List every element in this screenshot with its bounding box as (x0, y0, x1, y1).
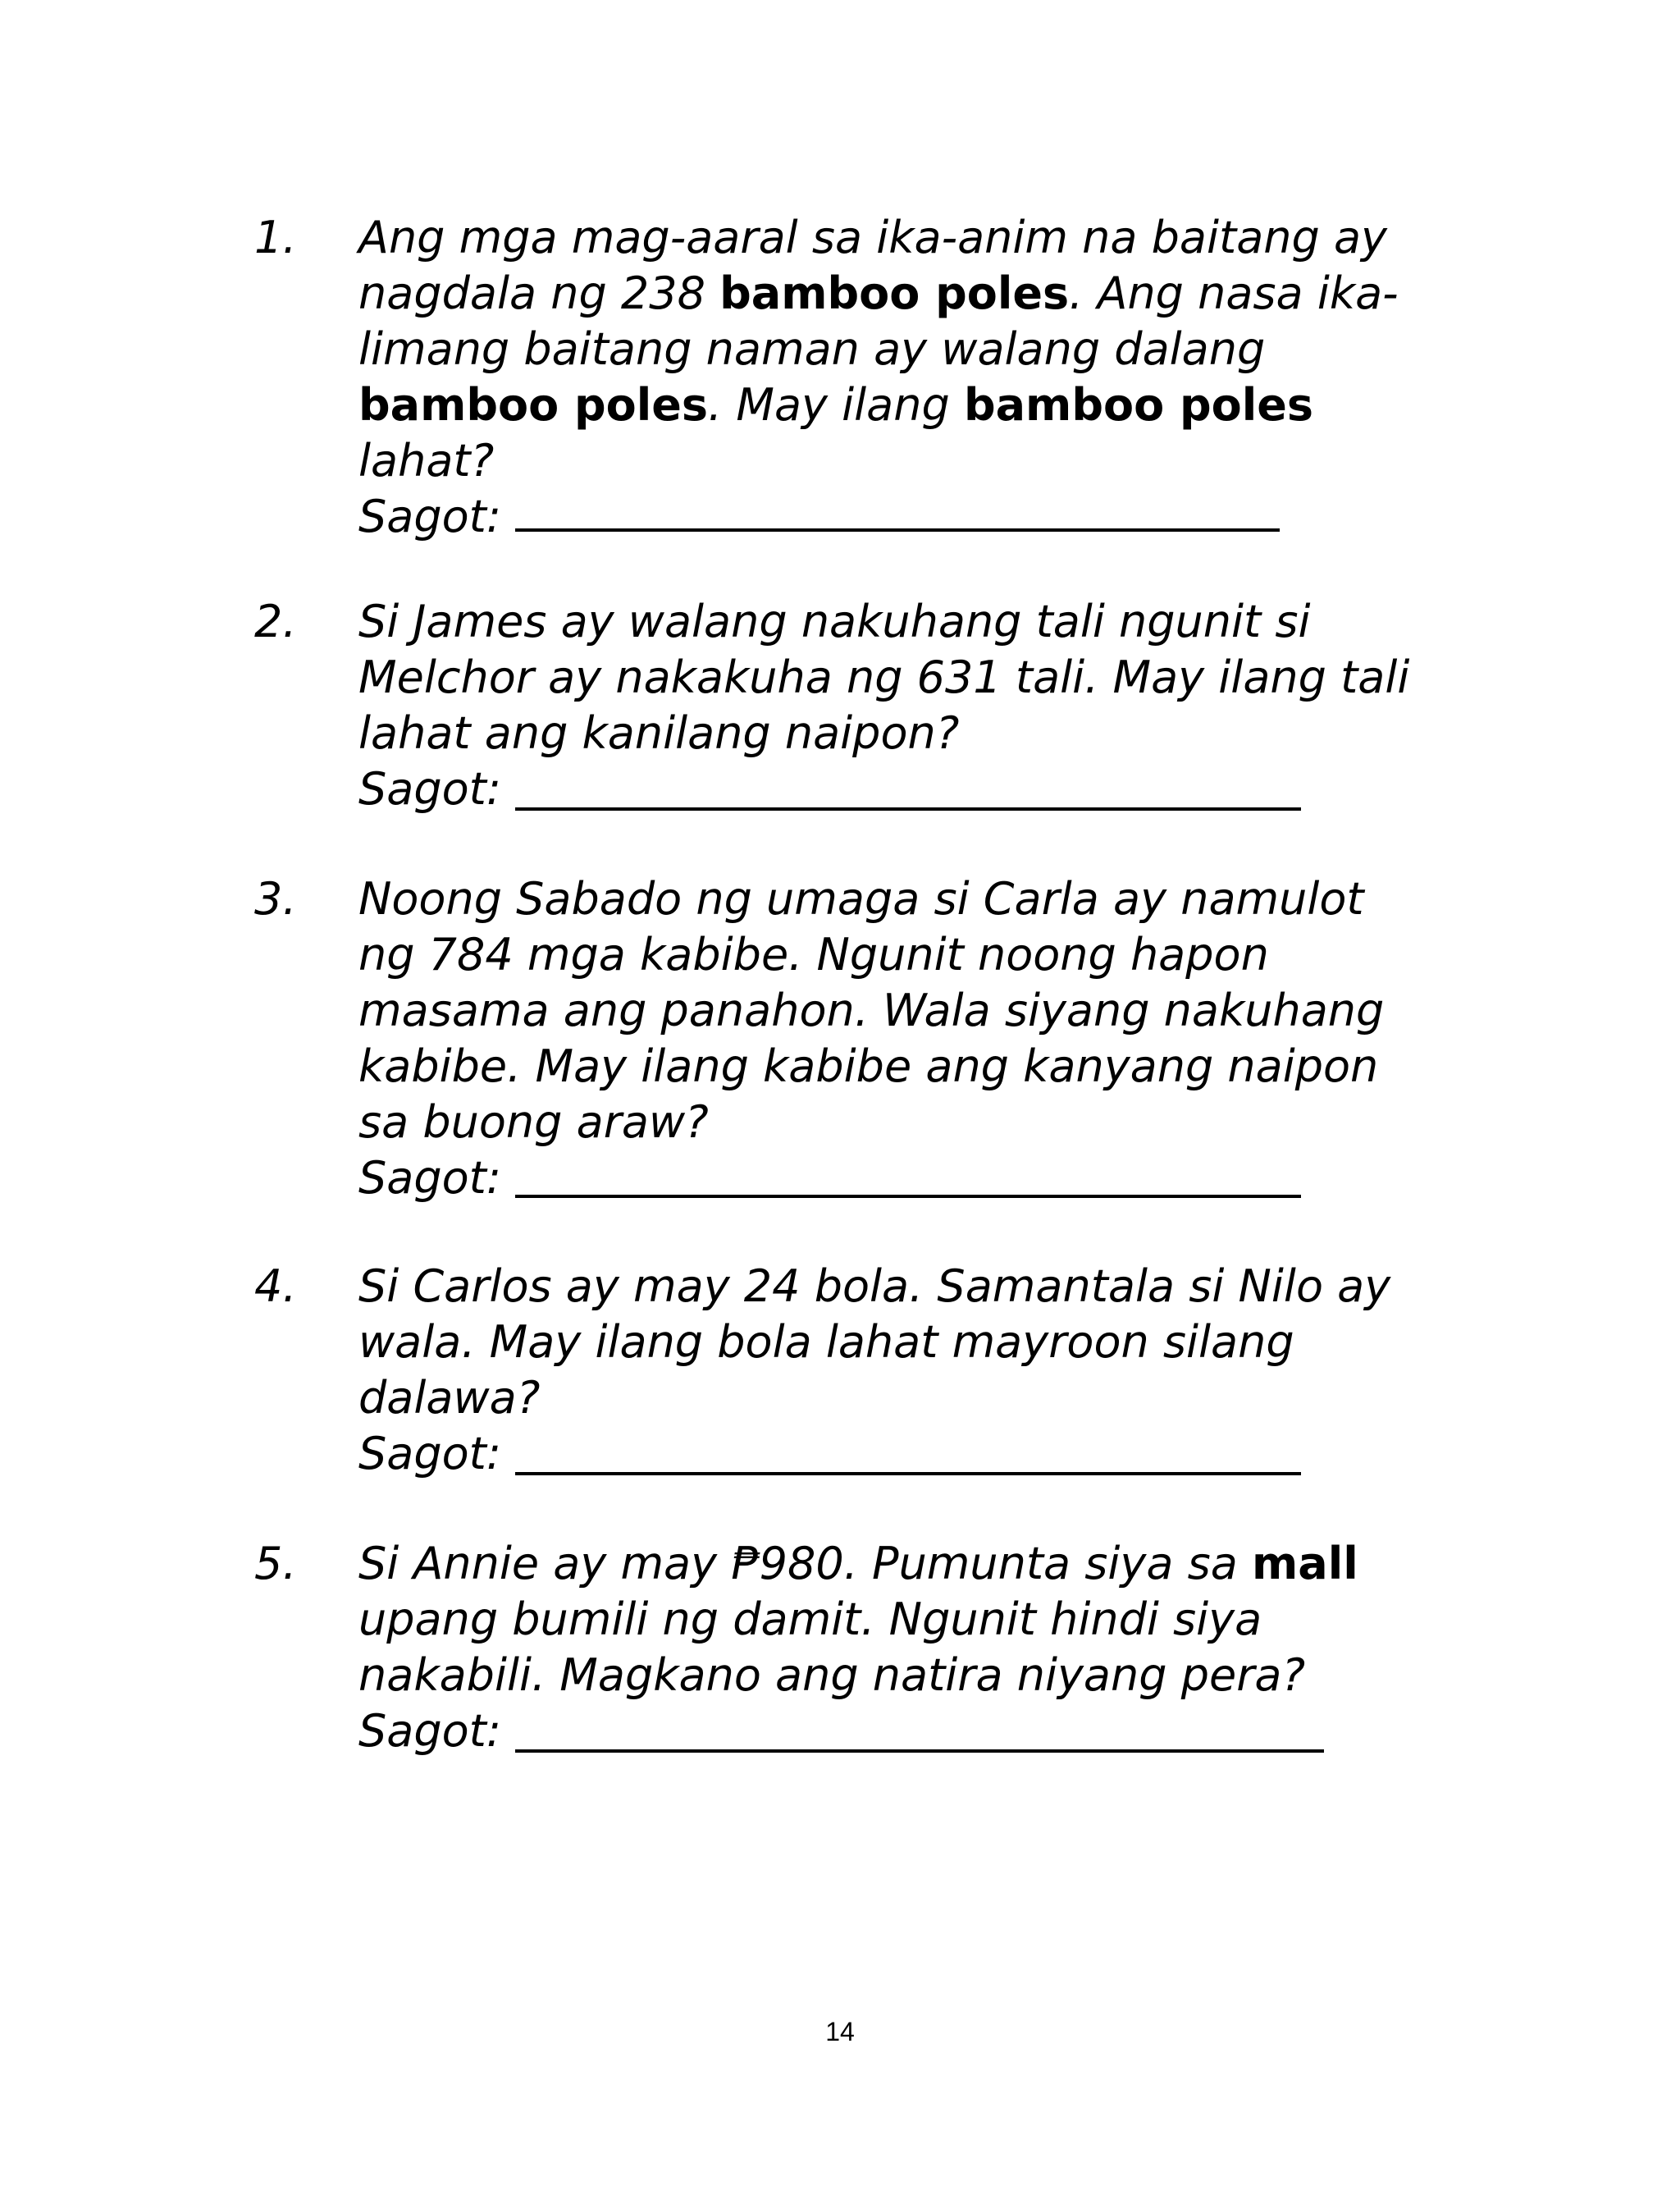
problem-text-line: limang baitang naman ay walang dalang (358, 323, 1266, 375)
answer-blank[interactable] (515, 1195, 1301, 1198)
problem-text-line: Noong Sabado ng umaga si Carla ay namulot (358, 873, 1364, 925)
problem-text-line: nagdala ng 238 bamboo poles. Ang nasa ika- (358, 267, 1399, 319)
problem-text-line: wala. May ilang bola lahat mayroon silang (358, 1316, 1294, 1368)
problem-text-line: ng 784 mga kabibe. Ngunit noong hapon (358, 929, 1269, 981)
problem-text-line: Si Annie ay may ₱980. Pumunta siya sa mall (358, 1538, 1358, 1589)
problem-text-line: Ang mga mag-aaral sa ika-anim na baitang ay (358, 212, 1387, 263)
problem-text-line: lahat ang kanilang naipon? (358, 707, 960, 759)
answer-label: Sagot: (358, 763, 502, 815)
answer-label: Sagot: (358, 491, 502, 542)
answer-blank[interactable] (515, 807, 1301, 811)
answer-label: Sagot: (358, 1705, 502, 1757)
answer-label: Sagot: (358, 1428, 502, 1479)
problem-text-line: sa buong araw? (358, 1096, 709, 1148)
answer-blank[interactable] (515, 528, 1280, 532)
problem-text-line: Si James ay walang nakuhang tali ngunit si (358, 596, 1311, 647)
problem-text-line: nakabili. Magkano ang natira niyang pera? (358, 1649, 1306, 1701)
answer-blank[interactable] (515, 1749, 1324, 1753)
problem-text-line: masama ang panahon. Wala siyang nakuhang (358, 985, 1385, 1036)
problem-text-line: kabibe. May ilang kabibe ang kanyang naipon (358, 1040, 1379, 1092)
problem-text-line: dalawa? (358, 1372, 541, 1424)
problem-text-line: Melchor ay nakakuha ng 631 tali. May ilang tali (358, 652, 1410, 703)
problem-number: 5. (254, 1538, 297, 1589)
answer-blank[interactable] (515, 1472, 1301, 1475)
problem-number: 3. (254, 873, 297, 925)
problem-number: 2. (254, 596, 297, 647)
problem-text-line: upang bumili ng damit. Ngunit hindi siya (358, 1593, 1262, 1645)
problem-text-line: Si Carlos ay may 24 bola. Samantala si Nilo ay (358, 1260, 1391, 1312)
page-number: 14 (825, 2017, 855, 2046)
problem-number: 4. (254, 1260, 297, 1312)
problem-number: 1. (254, 212, 297, 263)
problem-text-line: bamboo poles. May ilang bamboo poles (358, 379, 1313, 431)
problem-text-line: lahat? (358, 435, 495, 487)
answer-label: Sagot: (358, 1152, 502, 1204)
